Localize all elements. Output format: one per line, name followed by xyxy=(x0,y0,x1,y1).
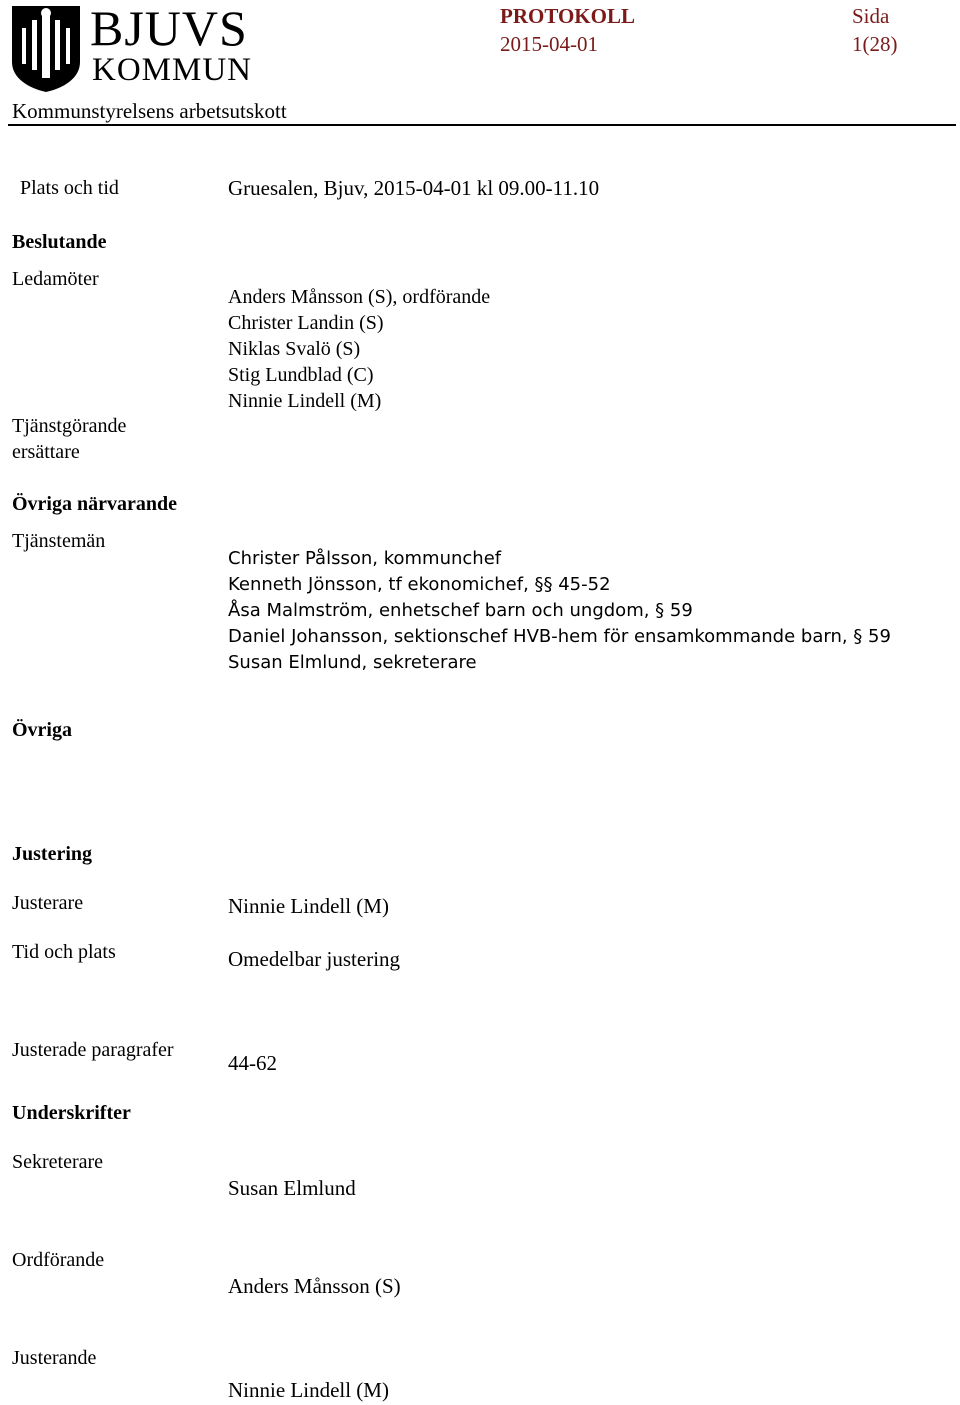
official-item: Susan Elmlund, sekreterare xyxy=(228,652,477,673)
substitutes-label-line2: ersättare xyxy=(12,441,80,463)
document-date: 2015-04-01 xyxy=(500,32,598,56)
logo-wordmark-line2: KOMMUN xyxy=(92,52,253,88)
officials-label: Tjänstemän xyxy=(12,530,106,552)
member-item: Anders Månsson (S), ordförande xyxy=(228,286,491,308)
adjusting-signer-name: Ninnie Lindell (M) xyxy=(228,1378,389,1402)
page-number: 1(28) xyxy=(852,32,898,56)
adjusted-paragraphs-value: 44-62 xyxy=(228,1051,277,1075)
official-item: Åsa Malmström, enhetschef barn och ungdom, § 59 xyxy=(228,600,693,621)
chair-name: Anders Månsson (S) xyxy=(228,1274,401,1298)
other-attendees-heading: Övriga närvarande xyxy=(12,493,177,515)
signatures-heading: Underskrifter xyxy=(12,1102,131,1124)
adjustment-heading: Justering xyxy=(12,843,92,865)
secretary-name: Susan Elmlund xyxy=(228,1176,356,1200)
member-item: Ninnie Lindell (M) xyxy=(228,390,382,412)
header-divider xyxy=(8,124,956,126)
official-item: Kenneth Jönsson, tf ekonomichef, §§ 45-52 xyxy=(228,574,611,595)
substitutes-label-line1: Tjänstgörande xyxy=(12,415,127,437)
secretary-label: Sekreterare xyxy=(12,1151,104,1173)
document-type: PROTOKOLL xyxy=(500,4,635,28)
time-place-label: Tid och plats xyxy=(12,941,116,963)
official-item: Christer Pålsson, kommunchef xyxy=(228,548,502,569)
member-item: Stig Lundblad (C) xyxy=(228,364,374,386)
official-item: Daniel Johansson, sektionschef HVB-hem för ensamkommande barn, § 59 xyxy=(228,626,891,647)
page-label: Sida xyxy=(852,4,890,28)
members-label: Ledamöter xyxy=(12,268,99,290)
member-item: Christer Landin (S) xyxy=(228,312,384,334)
time-place-value: Omedelbar justering xyxy=(228,947,401,971)
others-heading: Övriga xyxy=(12,719,72,741)
officials-list xyxy=(228,546,891,676)
place-time-value: Gruesalen, Bjuv, 2015-04-01 kl 09.00-11.10 xyxy=(228,176,600,200)
adjuster-value: Ninnie Lindell (M) xyxy=(228,894,389,918)
committee-name: Kommunstyrelsens arbetsutskott xyxy=(12,99,287,123)
municipality-logo-emblem xyxy=(8,4,84,94)
adjusting-signer-label: Justerande xyxy=(12,1347,97,1369)
adjuster-label: Justerare xyxy=(12,892,84,914)
adjusted-paragraphs-label: Justerade paragrafer xyxy=(12,1039,174,1061)
members-list xyxy=(228,284,490,414)
logo-wordmark-line1: BJUVS xyxy=(90,0,248,56)
place-time-label: Plats och tid xyxy=(20,177,119,199)
decision-makers-heading: Beslutande xyxy=(12,231,107,253)
member-item: Niklas Svalö (S) xyxy=(228,338,361,360)
chair-label: Ordförande xyxy=(12,1249,105,1271)
